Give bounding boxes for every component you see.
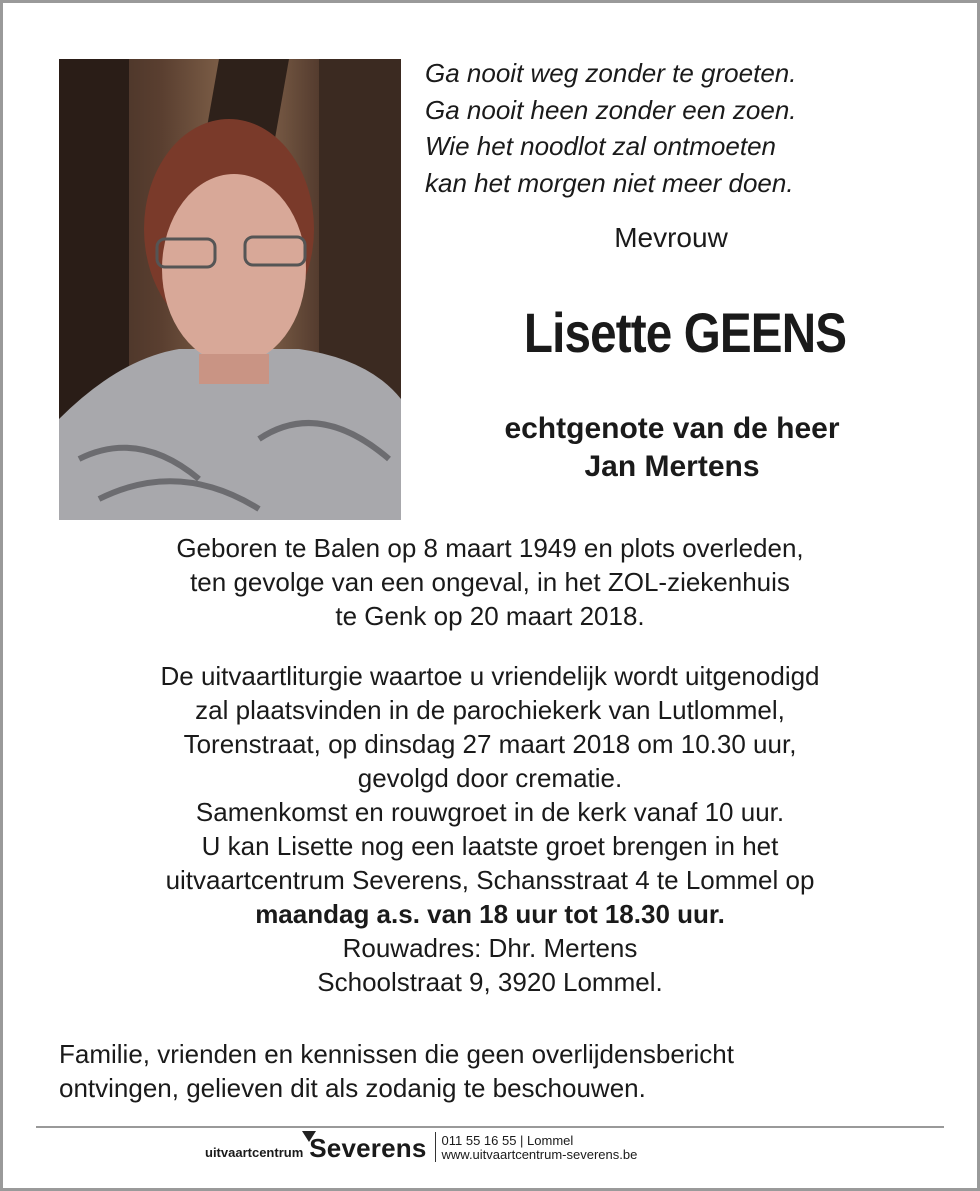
- text-line: gevolgd door crematie.: [357, 763, 623, 793]
- portrait-photo: [59, 59, 401, 520]
- text-line: ontvingen, gelieven dit als zodanig te beschouwen.: [59, 1073, 646, 1103]
- text-line: Torenstraat, op dinsdag 27 maart 2018 om 10.30 uur,: [183, 729, 797, 759]
- text-line: ten gevolge van een ongeval, in het ZOL-ziekenhuis: [190, 567, 790, 597]
- spouse-line: echtgenote van de heer: [504, 412, 840, 445]
- portrait-image: [59, 59, 401, 520]
- poem-line: Wie het noodlot zal ontmoeten: [425, 131, 776, 161]
- footer-website[interactable]: www.uitvaartcentrum-severens.be: [441, 1147, 638, 1162]
- brand-logo: [309, 1133, 426, 1164]
- text-line: Geboren te Balen op 8 maart 1949 en plots overleden,: [176, 533, 804, 563]
- deceased-name: Lisette GEENS: [523, 301, 847, 364]
- poem-line: Ga nooit heen zonder een zoen.: [425, 94, 797, 125]
- honorific: Mevrouw: [614, 222, 728, 253]
- poem: [425, 55, 797, 201]
- mourning-address: Rouwadres: Dhr. Mertens: [342, 933, 638, 963]
- text-line: te Genk op 20 maart 2018.: [335, 601, 645, 631]
- family-note: [59, 1037, 734, 1105]
- birth-death-paragraph: [40, 531, 940, 633]
- triangle-logo-icon: [302, 1131, 316, 1142]
- visit-time: maandag a.s. van 18 uur tot 18.30 uur.: [255, 899, 725, 929]
- mourning-address-street: Schoolstraat 9, 3920 Lommel.: [317, 967, 663, 997]
- funeral-paragraph: [40, 659, 940, 999]
- footer-divider: [36, 1126, 944, 1128]
- text-line: De uitvaartliturgie waartoe u vriendelijk wordt uitgenodigd: [160, 661, 820, 691]
- funeral-home-footer: [205, 1132, 637, 1164]
- text-line: U kan Lisette nog een laatste groet brengen in het: [201, 831, 779, 861]
- text-line: uitvaartcentrum Severens, Schansstraat 4 te Lommel op: [165, 865, 815, 895]
- footer-prefix: uitvaartcentrum: [205, 1145, 304, 1160]
- text-line: Samenkomst en rouwgroet in de kerk vanaf 10 uur.: [195, 797, 785, 827]
- footer-separator: [435, 1132, 436, 1162]
- footer-phone: 011 55 16 55 | Lommel: [441, 1133, 574, 1148]
- text-line: Familie, vrienden en kennissen die geen overlijdensbericht: [59, 1039, 734, 1069]
- footer-contact: [442, 1134, 638, 1162]
- brand-name: Severens: [309, 1133, 427, 1163]
- spouse-name: Jan Mertens: [584, 450, 760, 483]
- poem-line: Ga nooit weg zonder te groeten.: [425, 58, 797, 88]
- text-line: zal plaatsvinden in de parochiekerk van Lutlommel,: [195, 695, 785, 725]
- poem-line: kan het morgen niet meer doen.: [425, 167, 794, 198]
- spouse-info: [440, 410, 904, 486]
